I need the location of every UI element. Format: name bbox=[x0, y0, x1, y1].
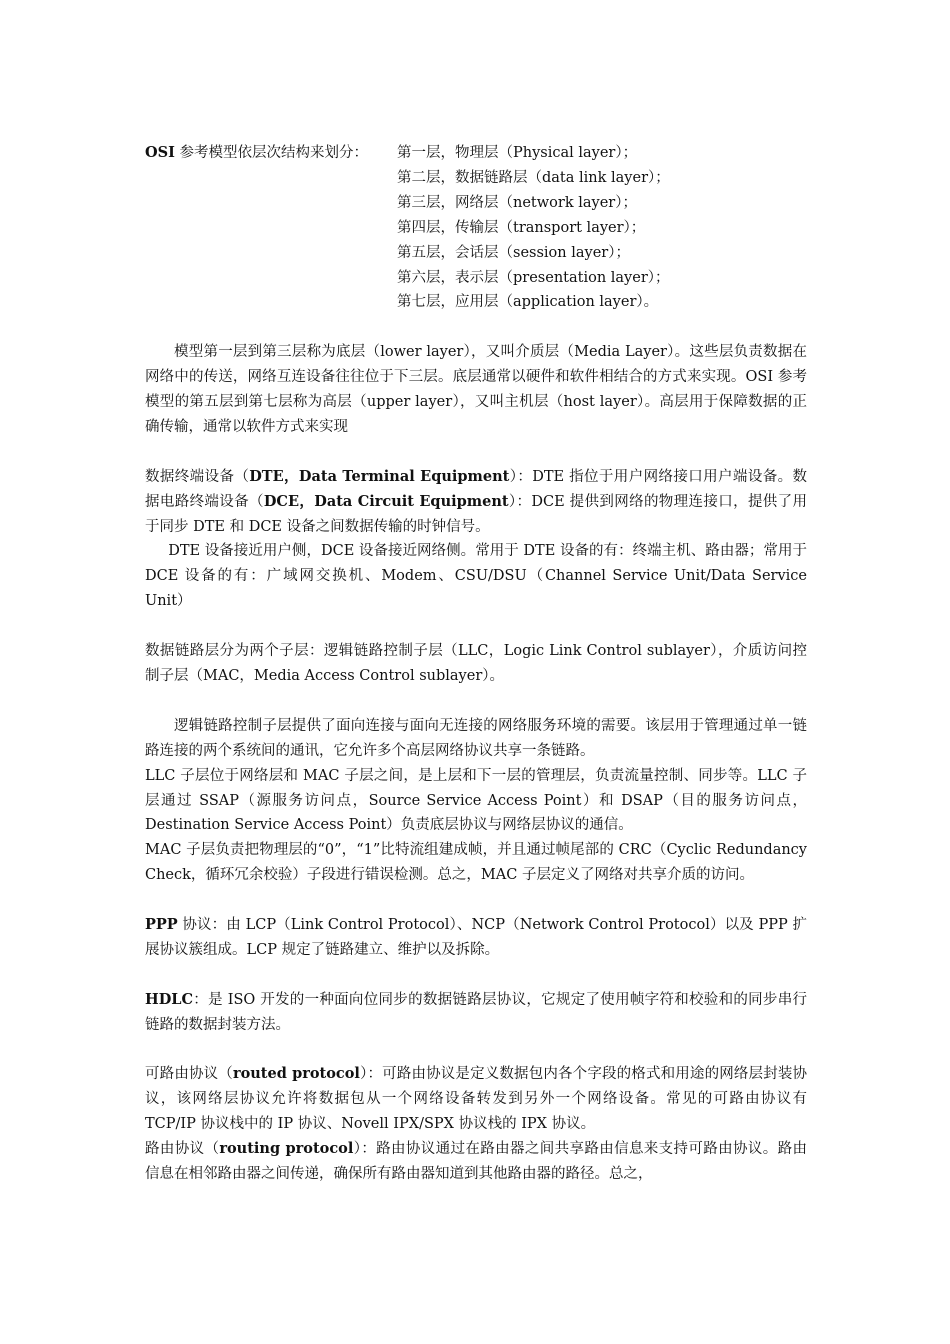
datalink-sublayers-paragraph: 数据链路层分为两个子层：逻辑链路控制子层（LLC，Logic Link Control sublayer），介质访问控制子层（MAC，Media Access Control sublayer）。 bbox=[145, 643, 807, 684]
dte-text-b: ）：DTE 指位于用户网络接口用户端设备。数据电路终端设备（ bbox=[145, 468, 807, 510]
routing-protocol-paragraph bbox=[145, 1137, 807, 1187]
spacer bbox=[145, 963, 807, 988]
routed-bold-term: routed protocol bbox=[232, 1065, 360, 1083]
osi-layer-6: 第六层，表示层（presentation layer）； bbox=[397, 269, 670, 286]
dte-text-c: ）：DCE 提供到网络的物理连接口，提供了用于同步 DTE 和 DCE 设备之间数据传输的时钟信号。 bbox=[145, 493, 808, 535]
dte-bold-term: DTE，Data Terminal Equipment bbox=[249, 467, 510, 485]
spacer bbox=[145, 315, 807, 340]
routed-text-a: 可路由协议（ bbox=[145, 1066, 233, 1083]
mac-paragraph: MAC 子层负责把物理层的“0”，“1”比特流组建成帧，并且通过帧尾部的 CRC（Cyclic Redundancy Check，循环冗余校验）子段进行错误检测。总之，MAC 子层定义了网络对共享介质的访问。 bbox=[145, 842, 807, 884]
ppp-bold-term: PPP bbox=[145, 916, 178, 934]
osi-layer-4: 第四层，传输层（transport layer）； bbox=[397, 219, 646, 236]
routed-text-b: ）：可路由协议是定义数据包内各个字段的格式和用途的网络层封装协议，该网络层协议允许将数据包从一个网络设备转发到另外一个网络设备。常见的可路由协议有 TCP/IP 协议栈中的 IP 协议、Novell IPX/SPX 协议栈的 IPX 协议。 bbox=[145, 1066, 808, 1133]
spacer bbox=[145, 888, 807, 913]
osi-layer-list bbox=[397, 141, 807, 315]
dce-bold-term: DCE，Data Circuit Equipment bbox=[263, 492, 509, 510]
osi-layer-1: 第一层，物理层（Physical layer）； bbox=[397, 145, 638, 161]
osi-intro-bold: OSI bbox=[145, 144, 175, 161]
routed-protocol-paragraph bbox=[145, 1062, 807, 1137]
hdlc-text: ：是 ISO 开发的一种面向位同步的数据链路层协议，它规定了使用帧字符和校验和的同步串行链路的数据封装方法。 bbox=[145, 991, 807, 1033]
spacer bbox=[145, 689, 807, 714]
osi-layer-7: 第七层，应用层（application layer）。 bbox=[397, 294, 659, 311]
routing-text-a: 路由协议（ bbox=[145, 1141, 220, 1158]
spacer bbox=[145, 614, 807, 639]
osi-intro bbox=[145, 141, 397, 315]
dte-dce-paragraph bbox=[145, 465, 807, 540]
spacer bbox=[145, 440, 807, 465]
osi-layer-3: 第三层，网络层（network layer）； bbox=[397, 194, 637, 211]
dte-text-a: 数据终端设备（ bbox=[145, 468, 250, 485]
osi-model-section bbox=[145, 141, 807, 315]
hdlc-paragraph bbox=[145, 988, 807, 1038]
routing-bold-term: routing protocol bbox=[219, 1140, 354, 1158]
document-page bbox=[145, 141, 807, 1187]
hdlc-bold-term: HDLC bbox=[145, 990, 194, 1008]
layers-paragraph: 模型第一层到第三层称为底层（lower layer），又叫介质层（Media Layer）。这些层负责数据在网络中的传送，网络互连设备往往位于下三层。底层通常以硬件和软件相结合的方式来实现。OSI 参考模型的第五层到第七层称为高层（upper layer），又叫主机层（host layer）。高层用于保障数据的正确传输，通常以软件方式来实现 bbox=[145, 344, 807, 435]
spacer bbox=[145, 1038, 807, 1063]
routing-text-b: ）：路由协议通过在路由器之间共享路由信息来支持可路由协议。路由信息在相邻路由器之间传递，确保所有路由器知道到其他路由器的路径。总之， bbox=[145, 1141, 807, 1183]
ppp-text: 协议：由 LCP（Link Control Protocol）、NCP（Network Control Protocol）以及 PPP 扩展协议簇组成。LCP 规定了链路建立、维护以及拆除。 bbox=[145, 917, 807, 958]
llc-paragraph-2: LLC 子层位于网络层和 MAC 子层之间，是上层和下一层的管理层，负责流量控制、同步等。LLC 子层通过 SSAP（源服务访问点，Source Service Access Point）和 DSAP（目的服务访问点，Destination Service Access Point）负责底层协议与网络层协议的通信。 bbox=[145, 767, 807, 834]
ppp-paragraph bbox=[145, 913, 807, 963]
dte-dce-usage-paragraph: DTE 设备接近用户侧，DCE 设备接近网络侧。常用于 DTE 设备的有：终端主机、路由器；常用于 DCE 设备的有：广域网交换机、Modem、CSU/DSU（Channel Service Unit/Data Service Unit） bbox=[145, 543, 807, 610]
osi-layer-5: 第五层，会话层（session layer）； bbox=[397, 244, 630, 261]
osi-layer-2: 第二层，数据链路层（data link layer）； bbox=[397, 169, 670, 186]
llc-paragraph-1: 逻辑链路控制子层提供了面向连接与面向无连接的网络服务环境的需要。该层用于管理通过单一链路连接的两个系统间的通讯，它允许多个高层网络协议共享一条链路。 bbox=[145, 717, 807, 759]
osi-intro-text: 参考模型依层次结构来划分： bbox=[174, 145, 368, 161]
